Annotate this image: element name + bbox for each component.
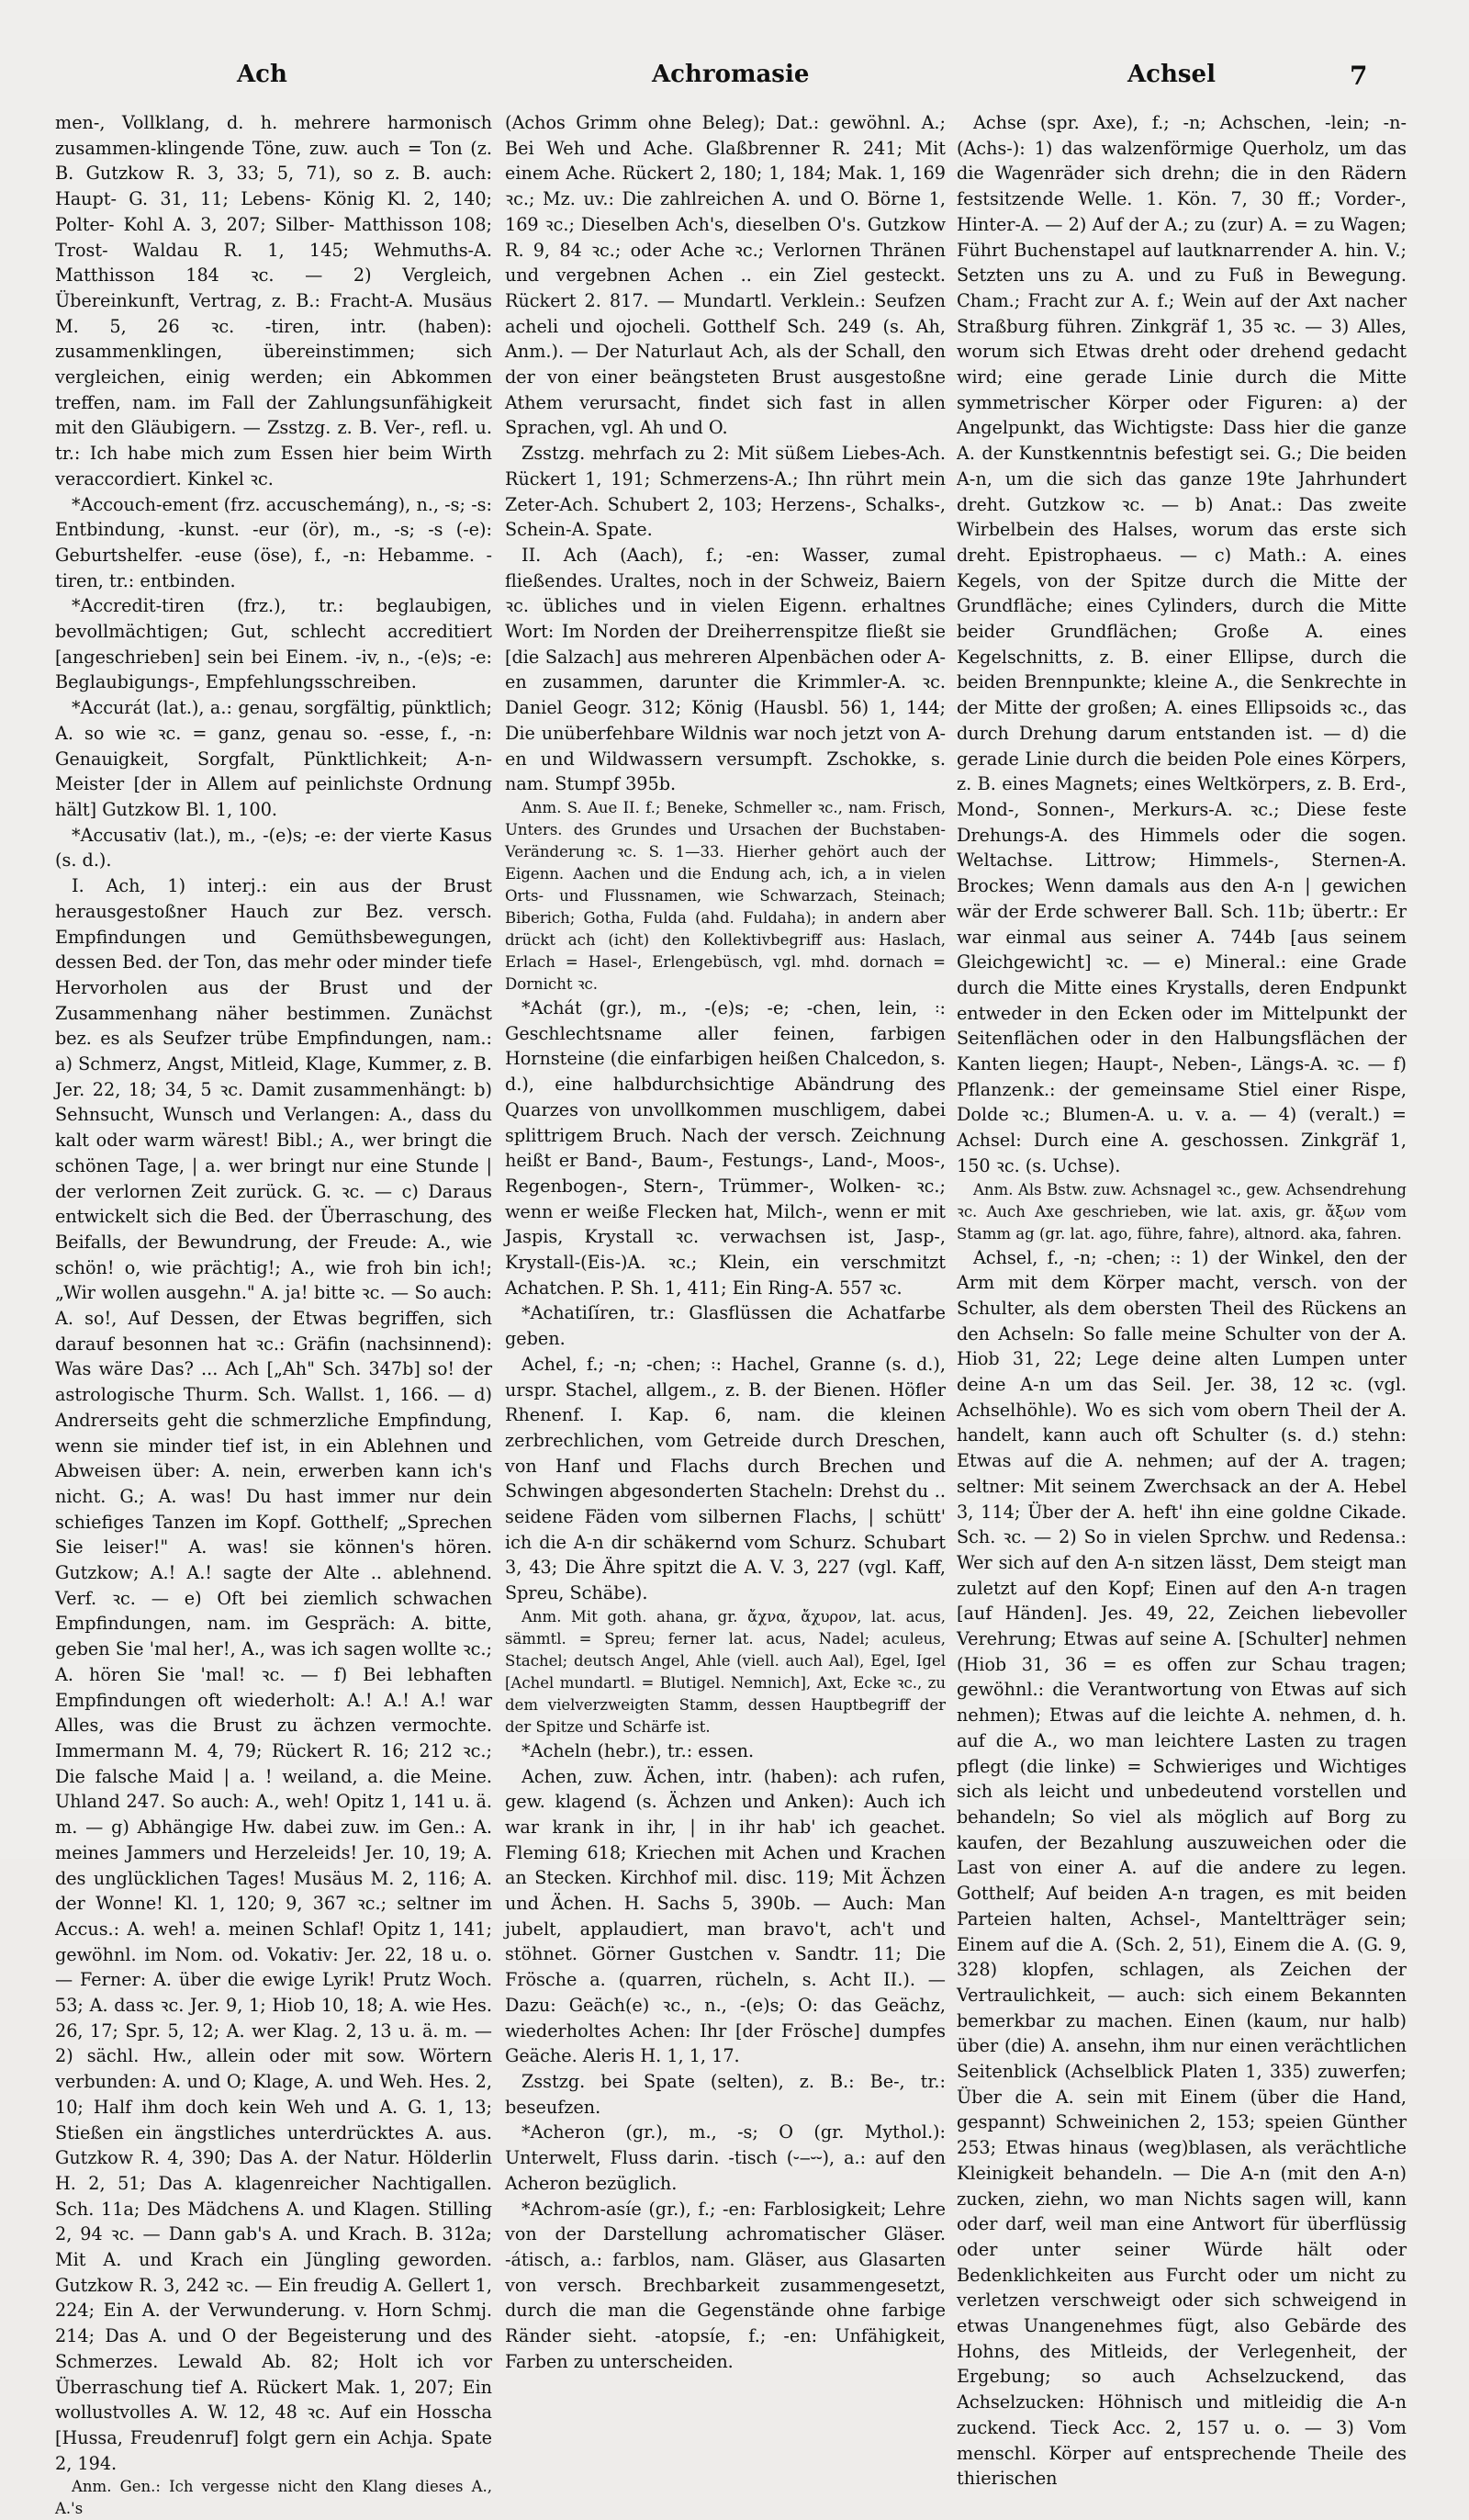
right-headword: Achsel [1127,61,1216,88]
left-headword: Ach [237,61,287,88]
entry-ach-interj: I. Ach, 1) interj.: ein aus der Brust herausgestoßner Hauch zur Bez. versch. Empfindungen und Gemüthsbewegungen, dessen Bed. der Ton, das mehr oder minder tiefe Hervorholen aus der Brust und der Zusammenhang näher bestimmen. Zunächst bez. es als Seufzer trübe Empfindungen, nam.: a) Schmerz, Angst, Mitleid, Klage, Kummer, z. B. Jer. 22, 18; 34, 5 ꝛc. Damit zusammenhängt: b) Sehnsucht, Wunsch und Verlangen: A., dass du kalt oder warm wärest! Bibl.; A., wer bringt die schönen Tage, | a. wer bringt nur eine Stunde | der verlornen Zeit zurück. G. ꝛc. — c) Daraus entwickelt sich die Bed. der Überraschung, des Beifalls, der Bewundrung, der Freude: A., wie schön! o, wie prächtig!; A., wie froh bin ich!; „Wir wollen ausgehn." A. ja! bitte ꝛc. — So auch: A. so!, Auf Dessen, der Etwas begriffen, sich darauf besonnen hat ꝛc.: Gräfin (nachsinnend): Was wäre Das? ... Ach [„Ah" Sch. 347b] so! der astrologische Thurm. Sch. Wallst. 1, 166. — d) Andrerseits geht die schmerzliche Empfindung, wenn sie minder tief ist, in ein Ablehnen und Abweisen über: A. nein, erwerben kann ich's nicht. G.; A. was! Du hast immer nur dein schiefiges Tanzen im Kopf. Gotthelf; „Sprechen Sie leiser!" A. was! sie können's hören. Gutzkow; A.! A.! sagte der Alte .. ablehnend. Verf. ꝛc. — e) Oft bei ziemlich schwachen Empfindungen, nam. im Gespräch: A. bitte, geben Sie 'mal her!, A., was ich sagen wollte ꝛc.; A. hören Sie 'mal! ꝛc. — f) Bei lebhaften Empfindungen oft wiederholt: A.! A.! A.! war Alles, was die Brust zu ächzen vermochte. Immermann M. 4, 79; Rückert R. 16; 212 ꝛc.; Die falsche Maid | a. ! weiland, a. die Meine. Uhland 247. So auch: A., weh! Opitz 1, 141 u. ä. m. — g) Abhängige Hw. dabei zuw. im Gen.: A. meines Jammers und Herzeleids! Jer. 10, 19; A. des unglücklichen Tages! Musäus M. 2, 116; A. der Wonne! Kl. 1, 120; 9, 367 ꝛc.; seltner im Accus.: A. weh! a. meinen Schlaf! Opitz 1, 141; gewöhnl. im Nom. od. Vokativ: Jer. 22, 18 u. o. — Ferner: A. über die ewige Lyrik! Prutz Woch. 53; A. dass ꝛc. Jer. 9, 1; Hiob 10, 18; A. wie Hes. 26, 17; Spr. 5, 12; A. wer Klag. 2, 13 u. ä. m. — 2) sächl. Hw., allein oder mit sow. Wörtern verbunden: A. und O; Klage, A. und Weh. Hes. 2, 10; Half ihm doch kein Weh und A. G. 1, 13; Stießen ein ängstliches unterdrücktes A. aus. Gutzkow R. 4, 390; Das A. der Natur. Hölderlin H. 2, 51; Das A. klagenreicher Nachtigallen. Sch. 11a; Des Mädchens A. und Klagen. Stilling 2, 94 ꝛc. — Dann gab's A. und Krach. B. 312a; Mit A. und Krach ein Jüngling geworden. Gutzkow R. 3, 242 ꝛc. — Ein freudig A. Gellert 1, 224; Ein A. der Verwunderung. v. Horn Schmj. 214; Das A. und O der Begeisterung und des Schmerzes. Lewald Ab. 82; Holt ich vor Überraschung tief A. Rückert Mak. 1, 207; Ein wollustvolles A. W. 12, 48 ꝛc. Auf ein Hosscha [Hussa, Freudenruf] folgt gern ein Achja. Spate 2, 194. [55,875,492,2474]
entry-ach-compounds: Zsstzg. mehrfach zu 2: Mit süßem Liebes-Ach. Rückert 1, 191; Schmerzens-A.; Ihn rührt mein Zeter-Ach. Schubert 2, 103; Herzens-, Schalks-, Schein-A. Spate. [505,443,946,541]
page-header [0,61,1469,97]
entry-achatisiren: *Achatiſíren, tr.: Glasflüssen die Achatfarbe geben. [505,1302,946,1350]
entry-accreditiren: *Accredit-tiren (frz.), tr.: beglaubigen, bevollmächtigen; Gut, schlecht accreditiert [angeschrieben] sein bei Einem. -iv, n., -(e)s; -e: Beglaubigungs-, Empfehlungsschreiben. [55,595,492,693]
note-ach-gen: Anm. Gen.: Ich vergesse nicht den Klang dieses A., A.'s [55,2478,492,2518]
column-3 [957,110,1407,2490]
entry-achse: Achse (spr. Axe), f.; -n; Achschen, -lein; -n- (Achs-): 1) das walzenförmige Querholz, um das die Wagenräder sich drehn; die in den Rädern festsitzende Welle. 1. Kön. 7, 30 ff.; Vorder-, Hinter-A. — 2) Auf der A.; zu (zur) A. = zu Wagen; Führt Buchenstapel auf lautknarrender A. hin. V.; Setzten uns zu A. und zu Fuß in Bewegung. Cham.; Fracht zur A. f.; Wein auf der Axt nacher Straßburg führen. Zinkgräf 1, 35 ꝛc. — 3) Alles, worum sich Etwas dreht oder drehend gedacht wird; eine gerade Linie durch die Mitte symmetrischer Körper oder Figuren: a) der Angelpunkt, das Wichtigste: Dass hier die ganze A. der Kunstkenntnis befestigt sei. G.; Die beiden A-n, um die sich das ganze 19te Jahrhundert dreht. Gutzkow ꝛc. — b) Anat.: Das zweite Wirbelbein des Halses, worum das erste sich dreht. Epistrophaeus. — c) Math.: A. eines Kegels, von der Spitze durch die Mitte der Grundfläche; eines Cylinders, durch die Mitte beider Grundflächen; Große A. eines Kegelschnitts, z. B. einer Ellipse, durch die beiden Brennpunkte; kleine A., die Senkrechte in der Mitte der großen; A. eines Ellipsoids ꝛc., das durch Drehung darum entstanden ist. — d) die gerade Linie durch die beiden Pole eines Körpers, z. B. eines Magnets; eines Weltkörpers, z. B. Erd-, Mond-, Sonnen-, Merkurs-A. ꝛc.; Diese feste Drehungs-A. des Himmels oder die sogen. Weltachse. Littrow; Himmels-, Sternen-A. Brockes; Wenn damals aus den A-n | gewichen wär der Erde schwerer Ball. Sch. 11b; übertr.: Er war einmal aus seiner A. 744b [aus seinem Gleichgewicht] ꝛc. — e) Mineral.: eine Grade durch die Mitte eines Krystalls, deren Endpunkt entweder in den Ecken oder im Mittelpunkt der Seitenflächen oder in den Halbungsflächen der Kanten liegen; Haupt-, Neben-, Längs-A. ꝛc. — f) Pflanzenk.: der gemeinsame Stiel einer Rispe, Dolde ꝛc.; Blumen-A. u. v. a. — 4) (veralt.) = Achsel: Durch eine A. geschossen. Zinkgräf 1, 150 ꝛc. (s. Uchse). [957,112,1407,1176]
note-ach-water: Anm. S. Aue II. f.; Beneke, Schmeller ꝛc., nam. Frisch, Unters. des Grundes und Ursachen der Buchstaben-Veränderung ꝛc. S. 1—33. Hierher gehört auch der Eigenn. Aachen und die Endung ach, ich, a in vielen Orts- und Flussnamen, wie Schwarzach, Steinach; Biberich; Gotha, Fulda (ahd. Fuldaha); in andern aber drückt ach (icht) den Kollektivbegriff aus: Haslach, Erlach = Hasel-, Erlengebüsch, vgl. mhd. dornach = Dornicht ꝛc. [505,798,946,993]
note-achel: Anm. Mit goth. ahana, gr. ἄχνα, ἄχυρον, lat. acus, sämmtl. = Spreu; ferner lat. acus, Nadel; aculeus, Stachel; deutsch Angel, Ahle (viell. auch Aal), Egel, Igel [Achel mundartl. = Blutigel. Nemnich], Axt, Ecke ꝛc., zu dem vielverzweigten Stamm, dessen Hauptbegriff der der Spitze und Schärfe ist. [505,1607,946,1736]
entry-continuation: (Achos Grimm ohne Beleg); Dat.: gewöhnl. A.; Bei Weh und Ache. Glaßbrenner R. 241; Mit einem Ache. Rückert 2, 180; 1, 184; Mak. 1, 169 ꝛc.; Mz. uv.: Die zahlreichen A. und O. Börne 1, 169 ꝛc.; Dieselben Ach's, dieselben O's. Gutzkow R. 9, 84 ꝛc.; oder Ache ꝛc.; Verlornen Thränen und vergebnen Achen .. ein Ziel gesteckt. Rückert 2. 817. — Mundartl. Verklein.: Seufzen acheli und ojocheli. Gotthelf Sch. 249 (s. Ah, Anm.). — Der Naturlaut Ach, als der Schall, den der von einer beängsteten Brust ausgestoßne Athem verursacht, findet sich fast in allen Sprachen, vgl. Ah und O. [505,112,946,439]
entry-achat: *Achát (gr.), m., -(e)s; -e; -chen, lein, ꞉: Geschlechtsname aller feinen, farbigen Hornsteine (die einfarbigen heißen Chalcedon, s. d.), eine halbdurchsichtige Abändrung des Quarzes von unvollkommen muschligem, dabei splittrigem Bruch. Nach der versch. Zeichnung heißt er Band-, Baum-, Festungs-, Land-, Moos-, Regenbogen-, Stern-, Trümmer-, Wolken- ꝛc.; wenn er weiße Flecken hat, Milch-, wenn er mit Jaspis, Krystall ꝛc. verwachsen ist, Jasp-, Krystall-(Eis-)A. ꝛc.; Klein, ein verschmitzt Achatchen. P. Sh. 1, 411; Ein Ring-A. 557 ꝛc. [505,996,946,1299]
entry-accouchement: *Accouch-ement (frz. accuschemáng), n., -s; -s: Entbindung, -kunst. -eur (ör), m., -s; -s (-e): Geburtshelfer. -euse (öse), f., -n: Hebamme. -tiren, tr.: entbinden. [55,493,492,591]
column-2 [505,110,946,2372]
entry-achromasie: *Achrom-asíe (gr.), f.; -en: Farblosigkeit; Lehre von der Darstellung achromatischer Gläser. -átisch, a.: farblos, nam. Gläser, aus Glasarten von versch. Brechbarkeit zusammengesetzt, durch die man die Gegenstände ohne farbige Ränder sieht. -atopsíe, f.; -en: Unfähigkeit, Farben zu unterscheiden. [505,2198,946,2372]
column-1 [55,110,492,2518]
entry-achsel: Achsel, f., -n; -chen; ꞉: 1) der Winkel, den der Arm mit dem Körper macht, versch. von der Schulter, als dem obersten Theil des Rückens an den Achseln: So falle meine Schulter von der A. Hiob 31, 22; Lege deine alten Lumpen unter deine A-n um das Seil. Jer. 38, 12 ꝛc. (vgl. Achselhöhle). Wo es sich vom obern Theil der A. handelt, kann auch oft Schulter (s. d.) stehn: Etwas auf die A. nehmen; auf der A. tragen; seltner: Mit seinem Zwerchsack an der A. Hebel 3, 114; Über der A. heft' ihn eine goldne Cikade. Sch. ꝛc. — 2) So in vielen Sprchw. und Redensa.: Wer sich auf den A-n sitzen lässt, Dem steigt man zuletzt auf den Kopf; Einen auf den A-n tragen [auf Händen]. Jes. 49, 22, Zeichen liebevoller Verehrung; Etwas auf seine A. [Schulter] nehmen (Hiob 31, 36 = es offen zur Schau tragen; gewöhnl.: die Verantwortung von Etwas auf sich nehmen); Etwas auf die leichte A. nehmen, d. h. auf die A., wo man leichtere Lasten zu tragen pflegt (die linke) = Schwieriges und Wichtiges sich als leicht und unbedeutend vorstellen und behandeln; So viel als möglich auf Borg zu kaufen, der Bezahlung auszuweichen oder die Last von einer A. auf die andere zu legen. Gotthelf; Auf beiden A-n tragen, es mit beiden Parteien halten, Achsel-, Manteltträger sein; Einem auf die A. (Sch. 2, 51), Einem die A. (G. 9, 328) klopfen, schlagen, als Zeichen der Vertraulichkeit, — auch: sich einem Bekannten bemerkbar zu machen. Einen (kaum, nur halb) über (die) A. ansehn, ihm nur einen verächtlichen Seitenblick (Achselblick Platen 1, 335) zuwerfen; Über die A. sein mit Einem (über die Hand, gespannt) Schweinichen 2, 153; speien Günther 253; Etwas hinaus (weg)blasen, als verächtliche Kleinigkeit behandeln. — Die A-n (mit den A-n) zucken, ziehn, wo man Nichts sagen will, kann oder darf, weil man eine Antwort für überflüssig oder unter seiner Würde hält oder Bedenklichkeiten aus Furcht oder um nicht zu verletzen verschweigt oder sich schweigend in etwas Unangenehmes fügt, also Gebärde des Hohns, des Mitleids, der Verlegenheit, der Ergebung; so auch Achselzuckend, das Achselzucken: Höhnisch und mitleidig die A-n zuckend. Tieck Acc. 2, 157 u. o. — 3) Vom menschl. Körper auf entsprechende Theile des thierischen [957,1246,1407,2490]
entry-achel: Achel, f.; -n; -chen; ꞉: Hachel, Granne (s. d.), urspr. Stachel, allgem., z. B. der Bienen. Höfler Rhenenf. I. Kap. 6, nam. die kleinen zerbrechlichen, vom Getreide durch Dreschen, von Hanf und Flachs durch Brechen und Schwingen abgesonderten Stacheln: Drehst du .. seidene Fäden vom silbernen Flachs, | schütt' ich die A-n dir schäkernd vom Schurz. Schubart 3, 43; Die Ähre spitzt die A. V. 3, 227 (vgl. Kaff, Spreu, Schäbe). [505,1353,946,1604]
entry-acheron: *Acheron (gr.), m., -s; O (gr. Mythol.): Unterwelt, Fluss darin. -tisch (⏑‒⏑⏑), a.: auf den Acheron bezüglich. [505,2121,946,2194]
entry-accusativ: *Accusativ (lat.), m., -(e)s; -e: der vierte Kasus (s. d.). [55,824,492,872]
page-number: 7 [1350,61,1368,91]
entry-achen-compounds: Zsstzg. bei Spate (selten), z. B.: Be-, tr.: beseufzen. [505,2071,946,2118]
entry-achen: Achen, zuw. Ächen, intr. (haben): ach rufen, gew. klagend (s. Ächzen und Anken): Auch ich war krank in ihr, | in ihr hab' ich geachet. Fleming 618; Kriechen mit Achen und Krachen an Stecken. Kirchhof mil. disc. 119; Mit Ächzen und Ächen. H. Sachs 5, 390b. — Auch: Man jubelt, applaudiert, man bravo't, ach't und stöhnet. Görner Gustchen v. Sandtr. 11; Die Frösche a. (quarren, rücheln, s. Acht II.). — Dazu: Geäch(e) ꝛc., n., -(e)s; O: das Geächz, wiederholtes Achen: Ihr [der Frösche] dumpfes Geäche. Aleris H. 1, 1, 17. [505,1765,946,2067]
center-headword: Achromasie [652,61,810,88]
note-achse: Anm. Als Bstw. zuw. Achsnagel ꝛc., gew. Achsendrehung ꝛc. Auch Axe geschrieben, wie lat. axis, gr. ἄξων vom Stamm ag (gr. lat. ago, führe, fahre), altnord. aka, fahren. [957,1180,1407,1243]
entry-continuation: men-, Vollklang, d. h. mehrere harmonisch zusammen-klingende Töne, zuw. auch = Ton (z. B. Gutzkow R. 3, 33; 5, 71), so z. B. auch: Haupt- G. 31, 11; Lebens- König Kl. 2, 140; Polter- Kohl A. 3, 207; Silber- Matthisson 108; Trost- Waldau R. 1, 145; Wehmuths-A. Matthisson 184 ꝛc. — 2) Vergleich, Übereinkunft, Vertrag, z. B.: Fracht-A. Musäus M. 5, 26 ꝛc. -tiren, intr. (haben): zusammenklingen, übereinstimmen; sich vergleichen, einig werden; ein Abkommen treffen, nam. im Fall der Zahlungsunfähigkeit mit den Gläubigern. — Zsstzg. z. B. Ver-, refl. u. tr.: Ich habe mich zum Essen hier beim Wirth veraccordiert. Kinkel ꝛc. [55,112,492,489]
entry-acheln: *Acheln (hebr.), tr.: essen. [521,1739,755,1761]
entry-accurat: *Accurát (lat.), a.: genau, sorgfältig, pünktlich; A. so wie ꝛc. = ganz, genau so. -esse, f., -n: Genauigkeit, Sorgfalt, Pünktlichkeit; A-n-Meister [der in Allem auf peinlichste Ordnung hält] Gutzkow Bl. 1, 100. [55,697,492,820]
entry-ach-water: II. Ach (Aach), f.; -en: Wasser, zumal fließendes. Uraltes, noch in der Schweiz, Baiern ꝛc. übliches und in vielen Eigenn. erhaltnes Wort: Im Norden der Dreiherrenspitze fließt sie [die Salzach] aus mehreren Alpenbächen oder A-en zusammen, darunter die Krimmler-A. ꝛc. Daniel Geogr. 312; König (Hausbl. 56) 1, 144; Die unüberfehbare Wildnis war noch jetzt von A-en und Wildwassern versumpft. Zschokke, s. nam. Stumpf 395b. [505,544,946,795]
